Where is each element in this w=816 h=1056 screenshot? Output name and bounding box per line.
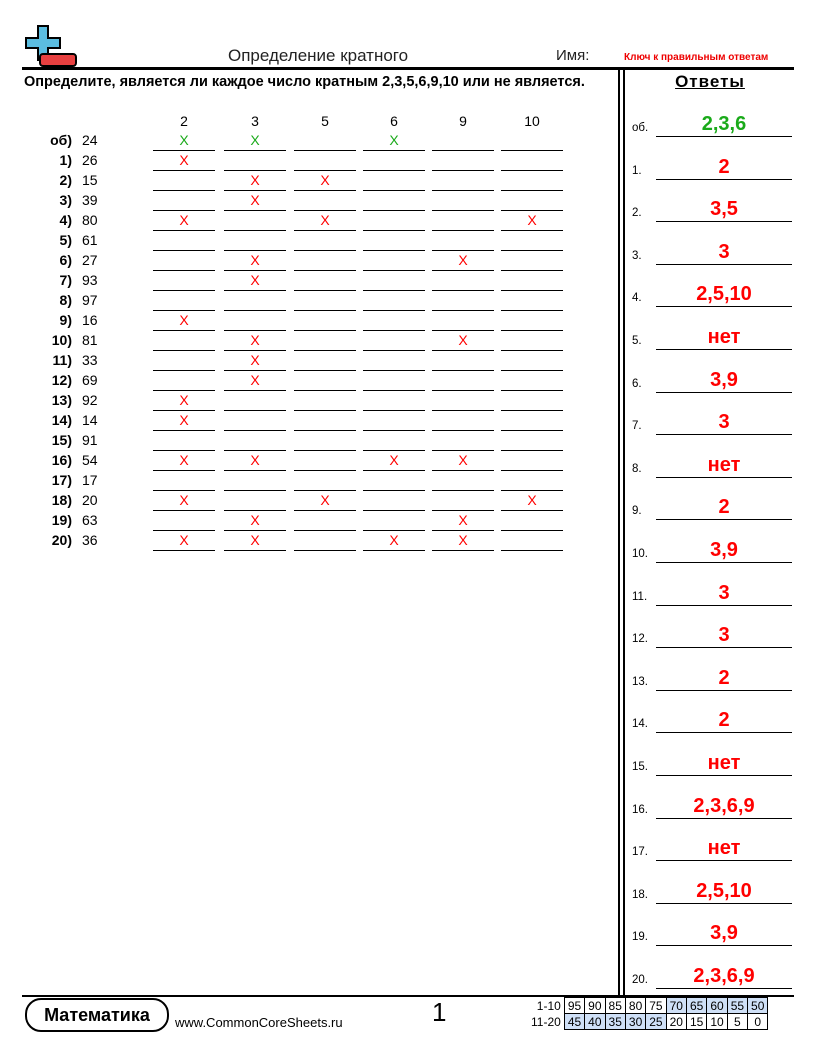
answer-cell: X bbox=[153, 311, 215, 331]
answer-cell bbox=[501, 391, 563, 411]
worksheet-title: Определение кратного bbox=[228, 46, 409, 65]
answer-cell: X bbox=[153, 391, 215, 411]
answer-value: 3,5 bbox=[656, 197, 792, 222]
answer-cell bbox=[363, 391, 425, 411]
answer-cell bbox=[294, 191, 356, 211]
answer-cell bbox=[363, 491, 425, 511]
row-label: 2) bbox=[59, 172, 72, 188]
answer-cell: X bbox=[224, 131, 286, 151]
answer-cell bbox=[153, 251, 215, 271]
instructions: Определите, является ли каждое число кратным 2,3,5,6,9,10 или не является. bbox=[24, 74, 585, 90]
answer-cell bbox=[153, 371, 215, 391]
answer-label: 19. bbox=[632, 931, 648, 944]
score-row bbox=[528, 1014, 768, 1030]
answer-cell: X bbox=[224, 511, 286, 531]
answer-value: 3,9 bbox=[656, 921, 792, 946]
answer-cell: X bbox=[224, 191, 286, 211]
score-row bbox=[528, 998, 768, 1014]
row-number: 24 bbox=[82, 132, 98, 148]
answer-cell: X bbox=[294, 171, 356, 191]
score-table bbox=[528, 997, 768, 1030]
answer-cell bbox=[294, 371, 356, 391]
logo-icon bbox=[24, 24, 78, 70]
answer-cell bbox=[501, 531, 563, 551]
answer-cell: X bbox=[224, 351, 286, 371]
score-cell: 75 bbox=[646, 998, 666, 1014]
answer-panel-divider bbox=[623, 68, 625, 996]
answer-cell bbox=[294, 451, 356, 471]
answer-value: нет bbox=[656, 453, 792, 478]
answer-cell: X bbox=[363, 531, 425, 551]
answer-cell bbox=[224, 411, 286, 431]
answer-cell bbox=[363, 211, 425, 231]
answer-cell bbox=[363, 411, 425, 431]
answer-cell bbox=[153, 291, 215, 311]
row-number: 91 bbox=[82, 432, 98, 448]
answer-cell bbox=[294, 291, 356, 311]
score-cell: 90 bbox=[585, 998, 605, 1014]
answer-label: 4. bbox=[632, 292, 642, 305]
site-url: www.CommonCoreSheets.ru bbox=[175, 1015, 343, 1030]
answer-cell bbox=[363, 191, 425, 211]
answer-cell bbox=[224, 391, 286, 411]
answer-cell bbox=[501, 331, 563, 351]
answer-value: 2 bbox=[656, 708, 792, 733]
answer-value: 2,3,6 bbox=[656, 112, 792, 137]
score-cell: 5 bbox=[727, 1014, 747, 1030]
row-number: 39 bbox=[82, 192, 98, 208]
answer-label: 12. bbox=[632, 633, 648, 646]
row-number: 17 bbox=[82, 472, 98, 488]
answer-value: 2 bbox=[656, 155, 792, 180]
answer-cell: X bbox=[501, 491, 563, 511]
row-label: 17) bbox=[51, 472, 72, 488]
score-cell: 55 bbox=[727, 998, 747, 1014]
answer-cell bbox=[363, 331, 425, 351]
answer-cell: X bbox=[294, 491, 356, 511]
row-label: 14) bbox=[51, 412, 72, 428]
answer-cell bbox=[363, 251, 425, 271]
answer-cell: X bbox=[153, 131, 215, 151]
score-cell: 70 bbox=[666, 998, 686, 1014]
name-label: Имя: bbox=[556, 47, 590, 64]
answer-cell bbox=[363, 231, 425, 251]
answer-cell bbox=[294, 411, 356, 431]
answer-cell bbox=[224, 231, 286, 251]
answer-value: 2,3,6,9 bbox=[656, 964, 792, 989]
column-header: 10 bbox=[524, 113, 540, 129]
row-number: 16 bbox=[82, 312, 98, 328]
row-number: 15 bbox=[82, 172, 98, 188]
row-label: об) bbox=[50, 132, 72, 148]
answer-cell bbox=[501, 451, 563, 471]
score-cell: 15 bbox=[686, 1014, 706, 1030]
score-cell: 80 bbox=[625, 998, 645, 1014]
answer-cell bbox=[363, 171, 425, 191]
answer-cell bbox=[501, 411, 563, 431]
answer-cell bbox=[153, 471, 215, 491]
answer-cell bbox=[432, 311, 494, 331]
column-header: 2 bbox=[180, 113, 188, 129]
answer-cell: X bbox=[153, 491, 215, 511]
score-cell: 60 bbox=[707, 998, 727, 1014]
answer-value: нет bbox=[656, 836, 792, 861]
answer-cell bbox=[363, 151, 425, 171]
answer-cell: X bbox=[501, 211, 563, 231]
answer-cell bbox=[224, 151, 286, 171]
answer-cell bbox=[432, 211, 494, 231]
answer-cell bbox=[153, 191, 215, 211]
row-number: 14 bbox=[82, 412, 98, 428]
answer-cell bbox=[294, 311, 356, 331]
answer-cell bbox=[294, 391, 356, 411]
answer-label: 11. bbox=[632, 590, 648, 603]
answer-key-label: Ключ к правильным ответам bbox=[624, 52, 769, 63]
answer-cell bbox=[294, 231, 356, 251]
answer-label: 20. bbox=[632, 974, 648, 986]
answer-value: 2,3,6,9 bbox=[656, 794, 792, 819]
answer-cell bbox=[501, 131, 563, 151]
column-header: 5 bbox=[321, 113, 329, 129]
score-cell: 95 bbox=[564, 998, 584, 1014]
answer-cell bbox=[153, 431, 215, 451]
answer-label: 7. bbox=[632, 420, 642, 433]
answer-cell bbox=[224, 491, 286, 511]
column-header: 3 bbox=[251, 113, 259, 129]
answer-cell: X bbox=[224, 251, 286, 271]
answer-cell bbox=[501, 271, 563, 291]
row-number: 92 bbox=[82, 392, 98, 408]
answer-cell bbox=[363, 291, 425, 311]
row-label: 19) bbox=[51, 512, 72, 528]
answer-value: нет bbox=[656, 751, 792, 776]
answer-label: 17. bbox=[632, 846, 648, 859]
score-cell: 85 bbox=[605, 998, 625, 1014]
row-label: 18) bbox=[51, 492, 72, 508]
answer-cell bbox=[432, 491, 494, 511]
answer-cell bbox=[432, 191, 494, 211]
score-cell: 25 bbox=[646, 1014, 666, 1030]
answer-label: 10. bbox=[632, 548, 648, 560]
answer-cell bbox=[363, 431, 425, 451]
answer-cell bbox=[363, 371, 425, 391]
row-number: 33 bbox=[82, 352, 98, 368]
row-number: 97 bbox=[82, 292, 98, 308]
answers-title: Ответы bbox=[675, 72, 745, 91]
answer-cell bbox=[294, 151, 356, 171]
answer-value: 3 bbox=[656, 581, 792, 606]
column-header: 9 bbox=[459, 113, 467, 129]
row-number: 20 bbox=[82, 492, 98, 508]
answer-cell bbox=[224, 211, 286, 231]
header-divider bbox=[22, 67, 794, 70]
row-number: 69 bbox=[82, 372, 98, 388]
answer-cell bbox=[432, 231, 494, 251]
score-cell: 30 bbox=[625, 1014, 645, 1030]
answer-cell bbox=[501, 231, 563, 251]
answer-cell bbox=[363, 511, 425, 531]
answer-cell: X bbox=[153, 211, 215, 231]
score-cell: 45 bbox=[564, 1014, 584, 1030]
answer-label: 8. bbox=[632, 462, 642, 475]
row-label: 6) bbox=[59, 252, 72, 268]
brand-badge: Математика bbox=[25, 998, 169, 1032]
answer-cell: X bbox=[363, 131, 425, 151]
answer-cell bbox=[153, 171, 215, 191]
row-label: 4) bbox=[59, 212, 72, 228]
answer-cell: X bbox=[294, 211, 356, 231]
answer-cell: X bbox=[224, 451, 286, 471]
answer-cell: X bbox=[432, 511, 494, 531]
row-number: 93 bbox=[82, 272, 98, 288]
answer-cell: X bbox=[224, 531, 286, 551]
answer-cell bbox=[432, 271, 494, 291]
answer-cell bbox=[294, 431, 356, 451]
row-label: 15) bbox=[51, 432, 72, 448]
answer-cell: X bbox=[363, 451, 425, 471]
answer-cell bbox=[363, 351, 425, 371]
answer-label: 6. bbox=[632, 377, 642, 390]
answer-cell bbox=[294, 251, 356, 271]
answer-cell: X bbox=[224, 331, 286, 351]
answer-cell bbox=[501, 251, 563, 271]
answer-cell bbox=[294, 271, 356, 291]
row-label: 12) bbox=[51, 372, 72, 388]
answer-cell bbox=[224, 471, 286, 491]
row-number: 81 bbox=[82, 332, 98, 348]
page-number: 1 bbox=[432, 997, 447, 1027]
answer-label: 15. bbox=[632, 761, 648, 773]
score-cell: 20 bbox=[666, 1014, 686, 1030]
answer-value: 2 bbox=[656, 666, 792, 691]
answer-cell bbox=[432, 371, 494, 391]
score-cell: 10 bbox=[707, 1014, 727, 1030]
row-number: 26 bbox=[82, 152, 98, 168]
answer-cell bbox=[501, 511, 563, 531]
answer-label: 5. bbox=[632, 335, 642, 347]
row-number: 63 bbox=[82, 512, 98, 528]
answer-cell bbox=[501, 351, 563, 371]
answer-cell bbox=[432, 351, 494, 371]
row-label: 3) bbox=[59, 192, 72, 208]
answer-cell bbox=[501, 471, 563, 491]
answer-cell bbox=[224, 431, 286, 451]
score-cell: 0 bbox=[748, 1014, 768, 1030]
row-label: 20) bbox=[51, 532, 72, 548]
answer-cell bbox=[501, 191, 563, 211]
row-label: 10) bbox=[51, 332, 72, 348]
answer-cell bbox=[501, 291, 563, 311]
answer-cell bbox=[501, 371, 563, 391]
row-label: 1) bbox=[59, 152, 72, 168]
answer-value: 3 bbox=[656, 410, 792, 435]
answer-value: 3,9 bbox=[656, 538, 792, 563]
answer-cell bbox=[432, 431, 494, 451]
answer-label: об. bbox=[632, 122, 649, 134]
answer-cell bbox=[363, 271, 425, 291]
answer-value: 3 bbox=[656, 240, 792, 265]
answer-cell bbox=[224, 291, 286, 311]
row-number: 61 bbox=[82, 232, 98, 248]
answer-cell bbox=[294, 351, 356, 371]
row-label: 5) bbox=[59, 232, 72, 248]
answer-cell bbox=[432, 291, 494, 311]
answer-cell bbox=[432, 171, 494, 191]
answer-cell bbox=[501, 311, 563, 331]
answer-label: 16. bbox=[632, 803, 648, 816]
answer-label: 9. bbox=[632, 505, 642, 518]
answer-cell bbox=[224, 311, 286, 331]
row-number: 80 bbox=[82, 212, 98, 228]
answer-value: 2 bbox=[656, 495, 792, 520]
answer-cell: X bbox=[153, 411, 215, 431]
row-number: 54 bbox=[82, 452, 98, 468]
answer-cell bbox=[363, 471, 425, 491]
row-label: 16) bbox=[51, 452, 72, 468]
answer-value: 3,9 bbox=[656, 368, 792, 393]
answer-cell bbox=[501, 151, 563, 171]
answer-label: 3. bbox=[632, 249, 642, 262]
answer-label: 14. bbox=[632, 718, 648, 731]
score-cell: 50 bbox=[748, 998, 768, 1014]
answer-cell: X bbox=[432, 331, 494, 351]
answer-cell bbox=[153, 511, 215, 531]
column-header: 6 bbox=[390, 113, 398, 129]
row-number: 27 bbox=[82, 252, 98, 268]
score-cell: 35 bbox=[605, 1014, 625, 1030]
answer-cell: X bbox=[224, 171, 286, 191]
score-row-label: 1-10 bbox=[536, 998, 561, 1013]
row-label: 9) bbox=[59, 312, 72, 328]
answer-label: 2. bbox=[632, 207, 642, 220]
answer-cell bbox=[153, 331, 215, 351]
score-cell: 65 bbox=[686, 998, 706, 1014]
answer-cell bbox=[432, 471, 494, 491]
answer-value: нет bbox=[656, 325, 792, 350]
answer-value: 2,5,10 bbox=[656, 879, 792, 904]
answer-cell: X bbox=[432, 451, 494, 471]
answer-cell bbox=[363, 311, 425, 331]
answer-cell bbox=[294, 331, 356, 351]
answer-cell bbox=[294, 131, 356, 151]
score-cell: 40 bbox=[585, 1014, 605, 1030]
score-row-label: 11-20 bbox=[531, 1014, 561, 1029]
answer-cell bbox=[294, 471, 356, 491]
row-label: 8) bbox=[59, 292, 72, 308]
answer-cell: X bbox=[224, 371, 286, 391]
answer-cell bbox=[432, 411, 494, 431]
answer-cell: X bbox=[224, 271, 286, 291]
answer-cell bbox=[153, 231, 215, 251]
row-label: 13) bbox=[51, 392, 72, 408]
answer-cell bbox=[432, 151, 494, 171]
answer-value: 3 bbox=[656, 623, 792, 648]
answer-cell bbox=[432, 391, 494, 411]
row-label: 7) bbox=[59, 272, 72, 288]
answer-cell bbox=[153, 351, 215, 371]
answer-panel-divider bbox=[618, 68, 620, 996]
answer-cell bbox=[432, 131, 494, 151]
answer-label: 13. bbox=[632, 675, 648, 688]
answer-cell: X bbox=[153, 531, 215, 551]
row-label: 11) bbox=[52, 352, 72, 368]
answer-label: 18. bbox=[632, 888, 648, 901]
answer-cell bbox=[294, 531, 356, 551]
answer-value: 2,5,10 bbox=[656, 282, 792, 307]
row-number: 36 bbox=[82, 532, 98, 548]
answer-cell: X bbox=[153, 451, 215, 471]
answer-cell bbox=[153, 271, 215, 291]
answer-cell bbox=[501, 171, 563, 191]
answer-cell bbox=[501, 431, 563, 451]
answer-cell bbox=[294, 511, 356, 531]
answer-cell: X bbox=[432, 531, 494, 551]
answer-cell: X bbox=[153, 151, 215, 171]
answer-label: 1. bbox=[632, 164, 642, 177]
answer-cell: X bbox=[432, 251, 494, 271]
